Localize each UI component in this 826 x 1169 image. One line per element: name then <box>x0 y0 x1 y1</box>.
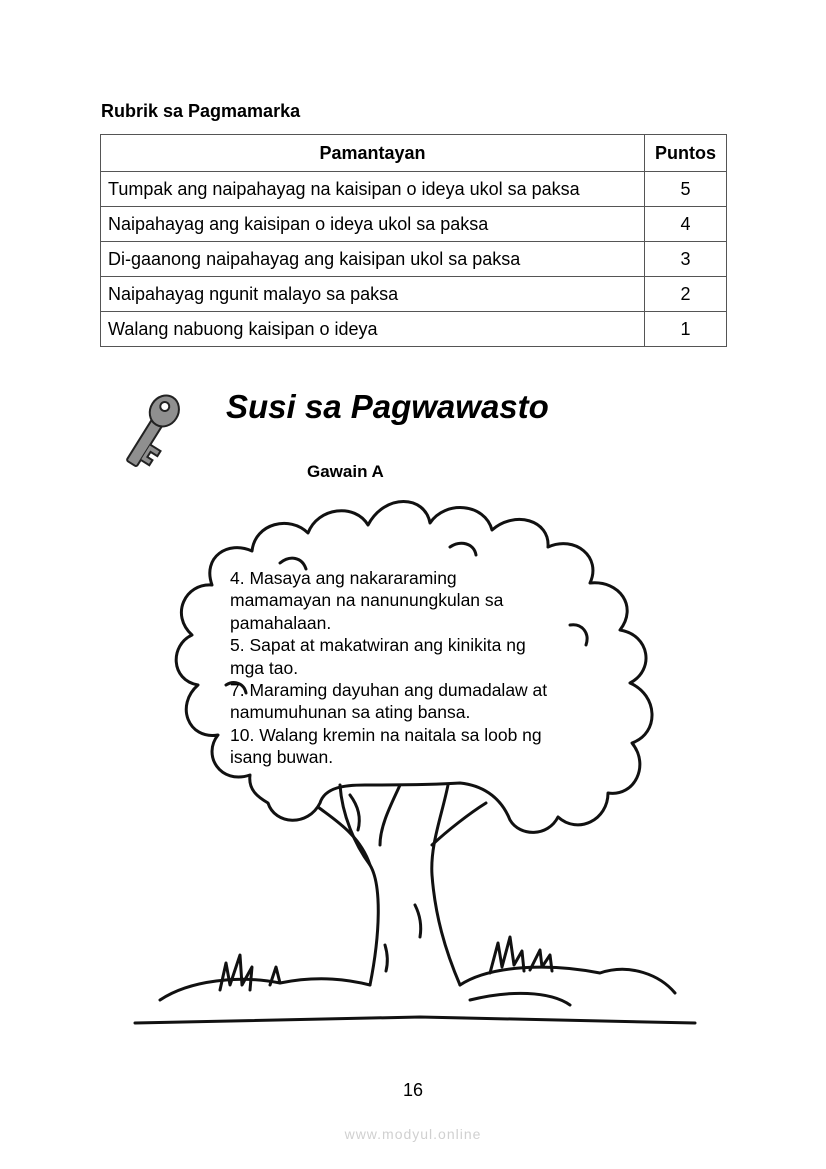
answer-item: 5. Sapat at makatwiran ang kinikita ng mga tao. <box>230 635 526 678</box>
points-cell: 2 <box>645 277 727 312</box>
criteria-cell: Naipahayag ngunit malayo sa paksa <box>101 277 645 312</box>
answer-item: 4. Masaya ang nakararaming mamamayan na nanunungkulan sa pamahalaan. <box>230 568 504 633</box>
table-row <box>101 277 727 312</box>
table-row <box>101 207 727 242</box>
rubric-table <box>100 134 727 347</box>
criteria-cell: Walang nabuong kaisipan o ideya <box>101 312 645 347</box>
rubric-title: Rubrik sa Pagmamarka <box>101 101 301 121</box>
criteria-header: Pamantayan <box>101 135 645 172</box>
table-row <box>101 242 727 277</box>
points-header: Puntos <box>645 135 727 172</box>
answer-key-title: Susi sa Pagwawasto <box>226 388 549 425</box>
criteria-cell: Tumpak ang naipahayag na kaisipan o ideya ukol sa paksa <box>101 172 645 207</box>
points-cell: 4 <box>645 207 727 242</box>
criteria-cell: Di-gaanong naipahayag ang kaisipan ukol sa paksa <box>101 242 645 277</box>
watermark: www.modyul.online <box>344 1126 482 1142</box>
points-cell: 1 <box>645 312 727 347</box>
table-row <box>101 172 727 207</box>
activity-label: Gawain A <box>307 462 384 481</box>
points-cell: 3 <box>645 242 727 277</box>
table-row <box>101 312 727 347</box>
rubric-header-row <box>101 135 727 172</box>
points-cell: 5 <box>645 172 727 207</box>
answer-item: 10. Walang kremin na naitala sa loob ng isang buwan. <box>230 724 542 768</box>
key-icon <box>112 386 194 476</box>
criteria-cell: Naipahayag ang kaisipan o ideya ukol sa paksa <box>101 207 645 242</box>
answer-list <box>230 567 610 769</box>
page-number: 16 <box>402 1080 424 1100</box>
answer-item: 7. Maraming dayuhan ang dumadalaw at namumuhunan sa ating bansa. <box>230 680 548 723</box>
